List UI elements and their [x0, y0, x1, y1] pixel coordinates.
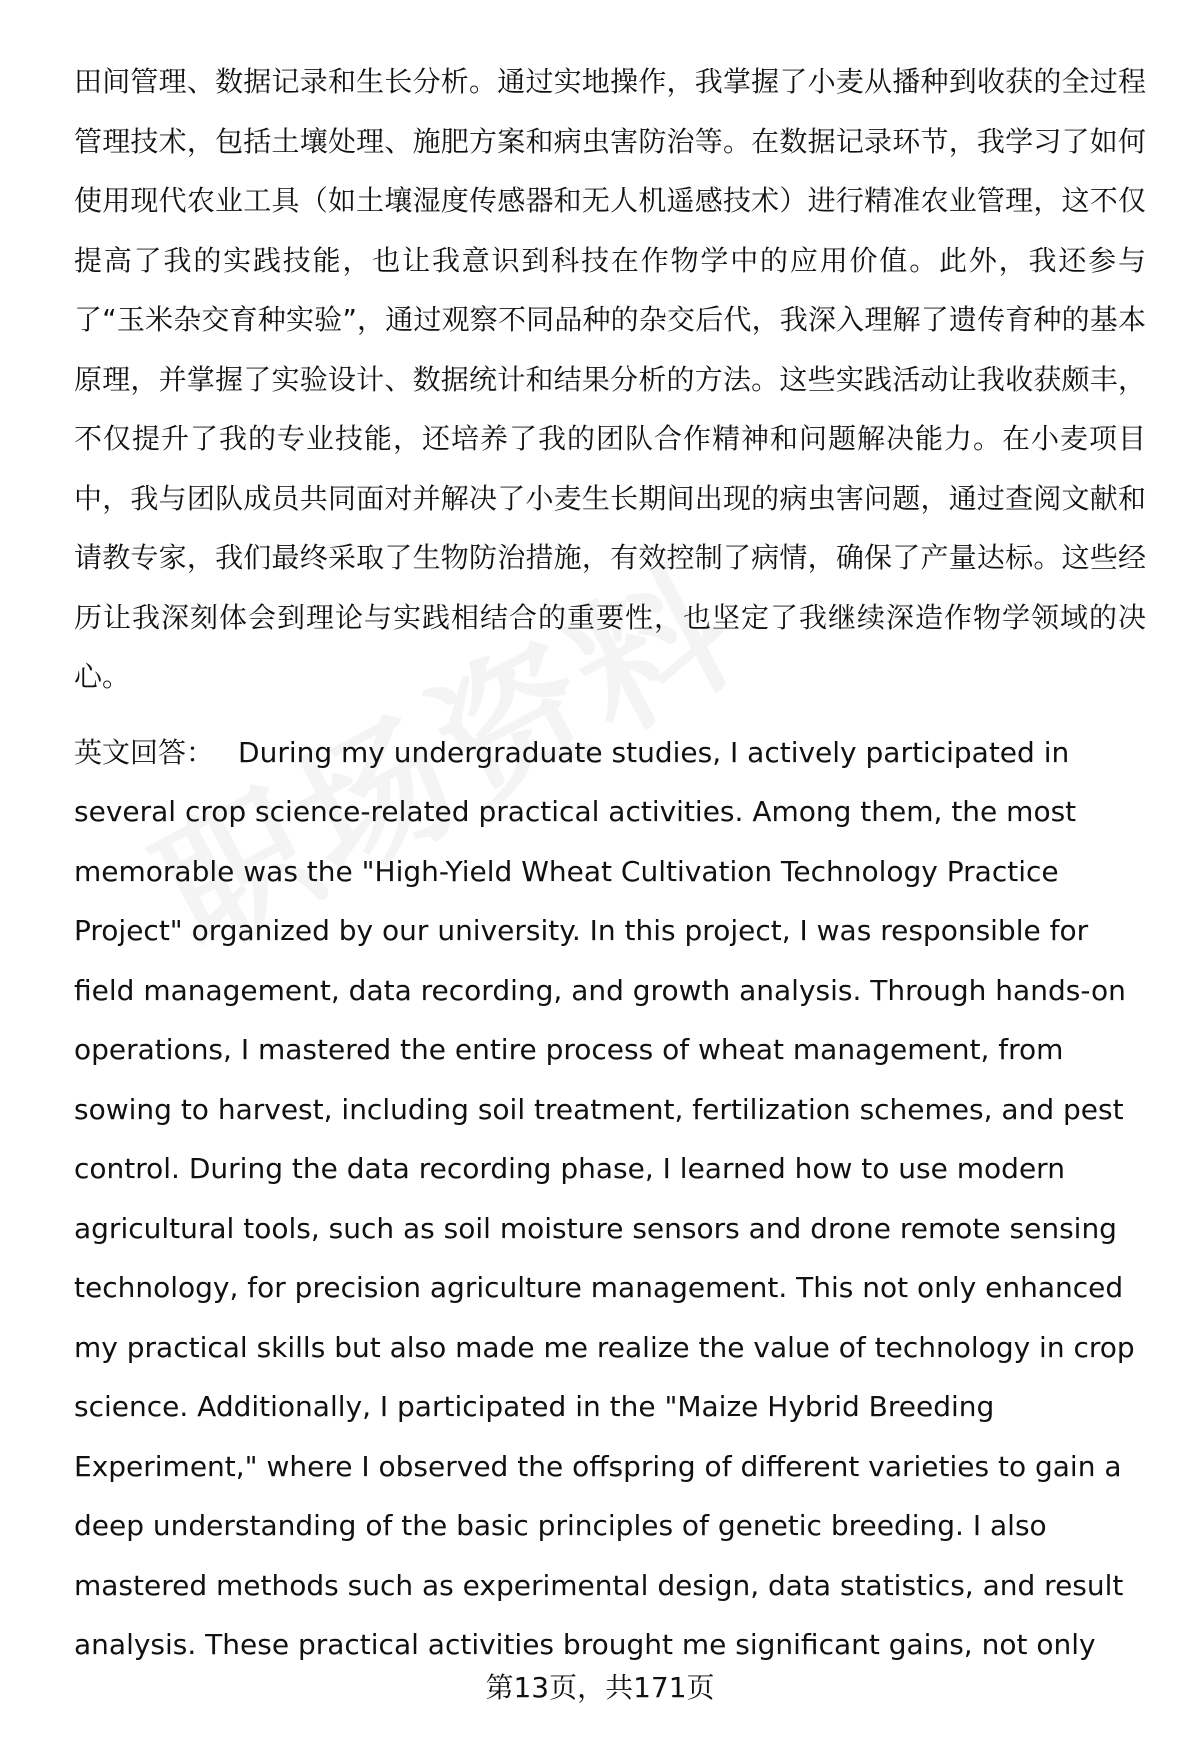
- english-answer-paragraph: [74, 723, 1146, 1675]
- english-answer-label: 英文回答：: [74, 735, 215, 769]
- page-number-footer: 第13页，共171页: [485, 1671, 715, 1704]
- english-answer-text: During my undergraduate studies, I actively participated in several crop science-related practical activities. Among them, the most memorable was the "High-Yield Wheat Cultivation Technology Practice Project" organized by our university. In this project, I was responsible for field management, data recording, and growth analysis. Through hands-on operations, I mastered the entire process of wheat management, from sowing to harvest, including soil treatment, fertilization schemes, and pest control. During the data recording phase, I learned how to use modern agricultural tools, such as soil moisture sensors and drone remote sensing technology, for precision agriculture management. This not only enhanced my practical skills but also made me realize the value of technology in crop science. Additionally, I participated in the "Maize Hybrid Breeding Experiment," where I observed the offspring of different varieties to gain a deep understanding of the basic principles of genetic breeding. I also mastered methods such as experimental design, data statistics, and result analysis. These practical activities brought me significant gains, not only: [74, 735, 1135, 1661]
- chinese-answer-paragraph: 田间管理、数据记录和生长分析。通过实地操作，我掌握了小麦从播种到收获的全过程管理技术，包括土壤处理、施肥方案和病虫害防治等。在数据记录环节，我学习了如何使用现代农业工具（如土壤湿度传感器和无人机遥感技术）进行精准农业管理，这不仅提高了我的实践技能，也让我意识到科技在作物学中的应用价值。此外，我还参与了“玉米杂交育种实验”，通过观察不同品种的杂交后代，我深入理解了遗传育种的基本原理，并掌握了实验设计、数据统计和结果分析的方法。这些实践活动让我收获颇丰，不仅提升了我的专业技能，还培养了我的团队合作精神和问题解决能力。在小麦项目中，我与团队成员共同面对并解决了小麦生长期间出现的病虫害问题，通过查阅文献和请教专家，我们最终采取了生物防治措施，有效控制了病情，确保了产量达标。这些经历让我深刻体会到理论与实践相结合的重要性，也坚定了我继续深造作物学领域的决心。: [74, 65, 1146, 693]
- document-body: [74, 52, 1146, 1675]
